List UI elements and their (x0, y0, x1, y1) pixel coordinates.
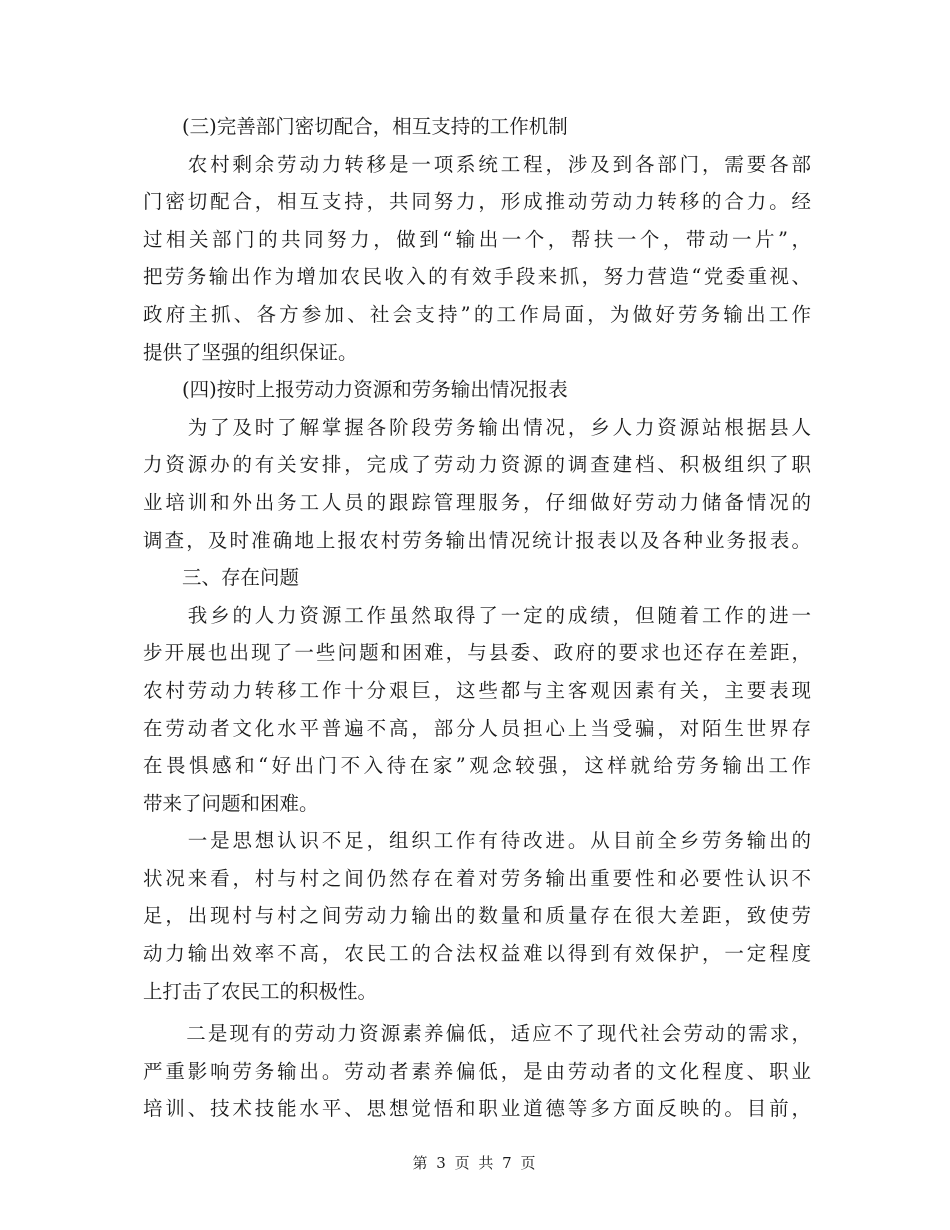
text-line: 一是思想认识不足，组织工作有待改进。从目前全乡劳务输出的 (143, 829, 811, 853)
text-line: 培训、技术技能水平、思想觉悟和职业道德等多方面反映的。目前， (143, 1097, 811, 1121)
text-line: 严重影响劳务输出。劳动者素养偏低，是由劳动者的文化程度、职业 (143, 1059, 811, 1083)
text-line: 业培训和外出务工人员的跟踪管理服务，仔细做好劳动力储备情况的 (143, 490, 811, 514)
text-line: 状况来看，村与村之间仍然存在着对劳务输出重要性和必要性认识不 (143, 866, 811, 890)
text-line: 为了及时了解掌握各阶段劳务输出情况，乡人力资源站根据县人 (143, 415, 811, 439)
text-line: 三、存在问题 (143, 566, 300, 590)
text-line: 门密切配合，相互支持，共同努力，形成推动劳动力转移的合力。经 (143, 190, 811, 214)
text-line: 把劳务输出作为增加农民收入的有效手段来抓，努力营造“党委重视、 (143, 265, 811, 289)
text-line: 力资源办的有关安排，完成了劳动力资源的调查建档、积极组织了职 (143, 453, 811, 477)
text-line: (四)按时上报劳动力资源和劳务输出情况报表 (143, 378, 568, 402)
text-line: 在畏惧感和“好出门不入待在家”观念较强，这样就给劳务输出工作 (143, 754, 811, 778)
text-line: 过相关部门的共同努力，做到“输出一个，帮扶一个，带动一片”， (143, 227, 811, 251)
text-line: 足，出现村与村之间劳动力输出的数量和质量存在很大差距，致使劳 (143, 904, 811, 928)
text-line: 带来了问题和困难。 (143, 791, 319, 815)
text-line: (三)完善部门密切配合，相互支持的工作机制 (143, 115, 568, 138)
page-footer: 第 3 页 共 7 页 (412, 1154, 538, 1172)
text-line: 农村剩余劳动力转移是一项系统工程，涉及到各部门，需要各部 (143, 152, 811, 176)
text-line: 调查，及时准确地上报农村劳务输出情况统计报表以及各种业务报表。 (143, 528, 811, 552)
text-line: 步开展也出现了一些问题和困难，与县委、政府的要求也还存在差距， (143, 641, 811, 665)
text-line: 动力输出效率不高，农民工的合法权益难以得到有效保护，一定程度 (143, 942, 811, 966)
text-line: 上打击了农民工的积极性。 (143, 979, 378, 1003)
document-body (143, 108, 811, 1128)
text-line: 农村劳动力转移工作十分艰巨，这些都与主客观因素有关，主要表现 (143, 678, 811, 702)
text-line: 政府主抓、各方参加、社会支持”的工作局面，为做好劳务输出工作 (143, 302, 811, 326)
text-line: 我乡的人力资源工作虽然取得了一定的成绩，但随着工作的进一 (143, 603, 811, 627)
text-line: 提供了坚强的组织保证。 (143, 340, 358, 364)
text-line: 在劳动者文化水平普遍不高，部分人员担心上当受骗，对陌生世界存 (143, 716, 811, 740)
text-line: 二是现有的劳动力资源素养偏低，适应不了现代社会劳动的需求， (143, 1022, 811, 1046)
